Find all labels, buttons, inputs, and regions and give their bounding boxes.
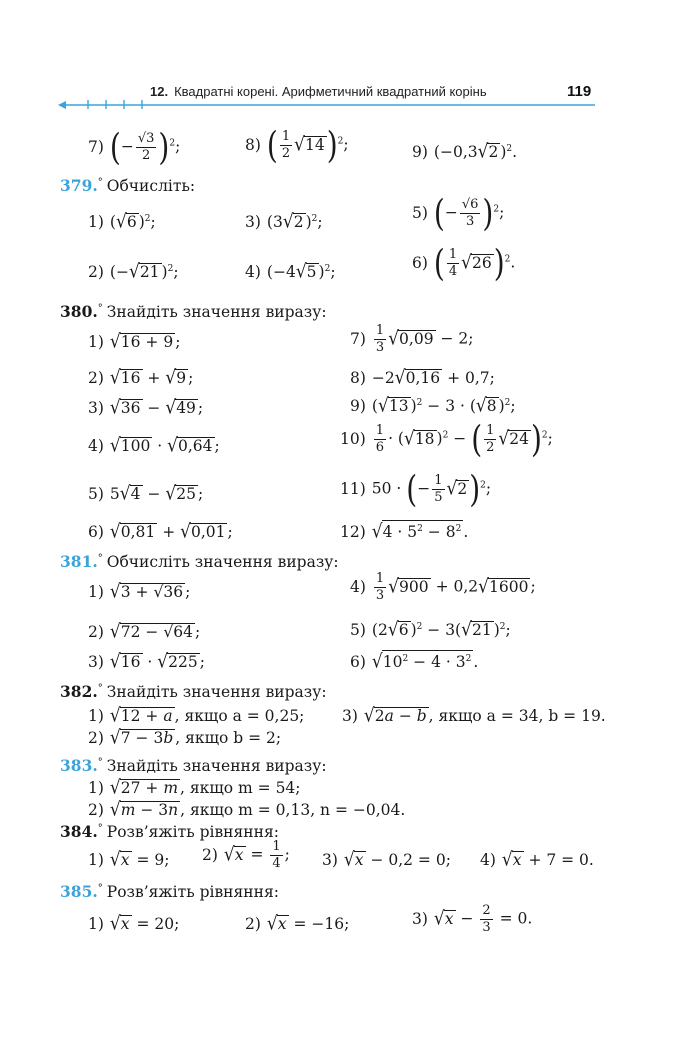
p380-item-3: 3) √36 − √49 ; [88, 396, 204, 420]
p381-item-5: 5) (2√6 )$^2$ − 3(√21 )$^2$; [350, 618, 511, 642]
p384-item-2: 2) √x = $\frac{1}{4}$ ; [202, 839, 290, 871]
p385-item-2: 2) √x = −16; [245, 912, 350, 936]
p382-item-3: 3) √2a − b , якщо a = 34, b = 19. [342, 704, 606, 728]
p384-item-1: 1) √x = 9; [88, 848, 170, 872]
problem-385-heading: 385.° Розв’яжіть рівняння: [60, 882, 279, 901]
p379-item-4: 4) (−4√5 )$^2$; [245, 260, 336, 284]
p379-item-3: 3) (3√2 )$^2$; [245, 210, 323, 234]
p385-item-3: 3) √x − $\frac{2}{3}$ = 0. [412, 903, 533, 935]
p380-item-4: 4) √100 · √0,64 ; [88, 434, 220, 458]
p380-item-8: 8) −2√0,16 + 0,7; [350, 366, 495, 390]
problem-379-heading: 379.° Обчисліть: [60, 176, 196, 195]
p385-item-1: 1) √x = 20; [88, 912, 180, 936]
p382-item-1: 1) √12 + a , якщо a = 0,25; [88, 704, 305, 728]
page-number: 119 [567, 83, 592, 100]
p380-item-6: 6) √0,81 + √0,01 ; [88, 520, 233, 544]
p383-item-1: 1) √27 + m , якщо m = 54; [88, 776, 301, 800]
p379-item-1: 1) (√6 )$^2$; [88, 210, 156, 234]
p380-item-1: 1) √16 + 9 ; [88, 330, 181, 354]
problem-382-heading: 382.° Знайдіть значення виразу: [60, 682, 327, 701]
item-9: 9) (−0,3√2 )$^2$. [412, 140, 518, 164]
p384-item-3: 3) √x − 0,2 = 0; [322, 848, 451, 872]
p381-item-4: 4) $\frac{1}{3}$ √900 + 0,2√1600 ; [350, 571, 536, 603]
header-ruler [58, 98, 595, 112]
p380-item-7: 7) $\frac{1}{3}$ √0,09 − 2; [350, 323, 474, 355]
p380-item-11: 11) 50 · (− $\frac{1}{5}$ √2)$^2$; [340, 467, 492, 511]
p381-item-2: 2) √72 − √64 ; [88, 620, 201, 644]
p380-item-10: 10) $\frac{1}{6}$ · (√18 )$^2$ − ( $\frac{1}{2}$ √24)$^2$; [340, 417, 553, 461]
p383-item-2: 2) √m − 3n , якщо m = 0,13, n = −0,04. [88, 798, 406, 822]
p380-item-12: 12) $√4 \cdot 5^2 - 8^2$ . [340, 520, 469, 544]
problem-380-heading: 380.° Знайдіть значення виразу: [60, 302, 327, 321]
item-7: 7) (− $\frac{√3}{2}$ )$^2$; [88, 125, 181, 169]
p381-item-6: 6) $√10^2 - 4 \cdot 3^2$ . [350, 650, 479, 674]
problem-383-heading: 383.° Знайдіть значення виразу: [60, 756, 327, 775]
problem-384-heading: 384.° Розв’яжіть рівняння: [60, 822, 279, 841]
p384-item-4: 4) √x + 7 = 0. [480, 848, 594, 872]
running-header: 12. Квадратні корені. Арифметичний квадратний корінь [150, 84, 487, 99]
p379-item-6: 6) ( $\frac{1}{4}$ √26)$^2$. [412, 241, 516, 285]
p381-item-1: 1) √3 + √36 ; [88, 580, 191, 604]
p379-item-5: 5) (− $\frac{√6}{3}$ )$^2$; [412, 191, 505, 235]
p380-item-9: 9) (√13 )$^2$ − 3 · (√8 )$^2$; [350, 394, 516, 418]
p380-item-5: 5) 5√4 − √25 ; [88, 482, 204, 506]
p380-item-2: 2) √16 + √9 ; [88, 366, 194, 390]
p381-item-3: 3) √16 · √225 ; [88, 650, 205, 674]
problem-381-heading: 381.° Обчисліть значення виразу: [60, 552, 339, 571]
item-8: 8) ( $\frac{1}{2}$ √14)$^2$; [245, 123, 349, 167]
p379-item-2: 2) (−√21 )$^2$; [88, 260, 179, 284]
p382-item-2: 2) √7 − 3b , якщо b = 2; [88, 726, 282, 750]
